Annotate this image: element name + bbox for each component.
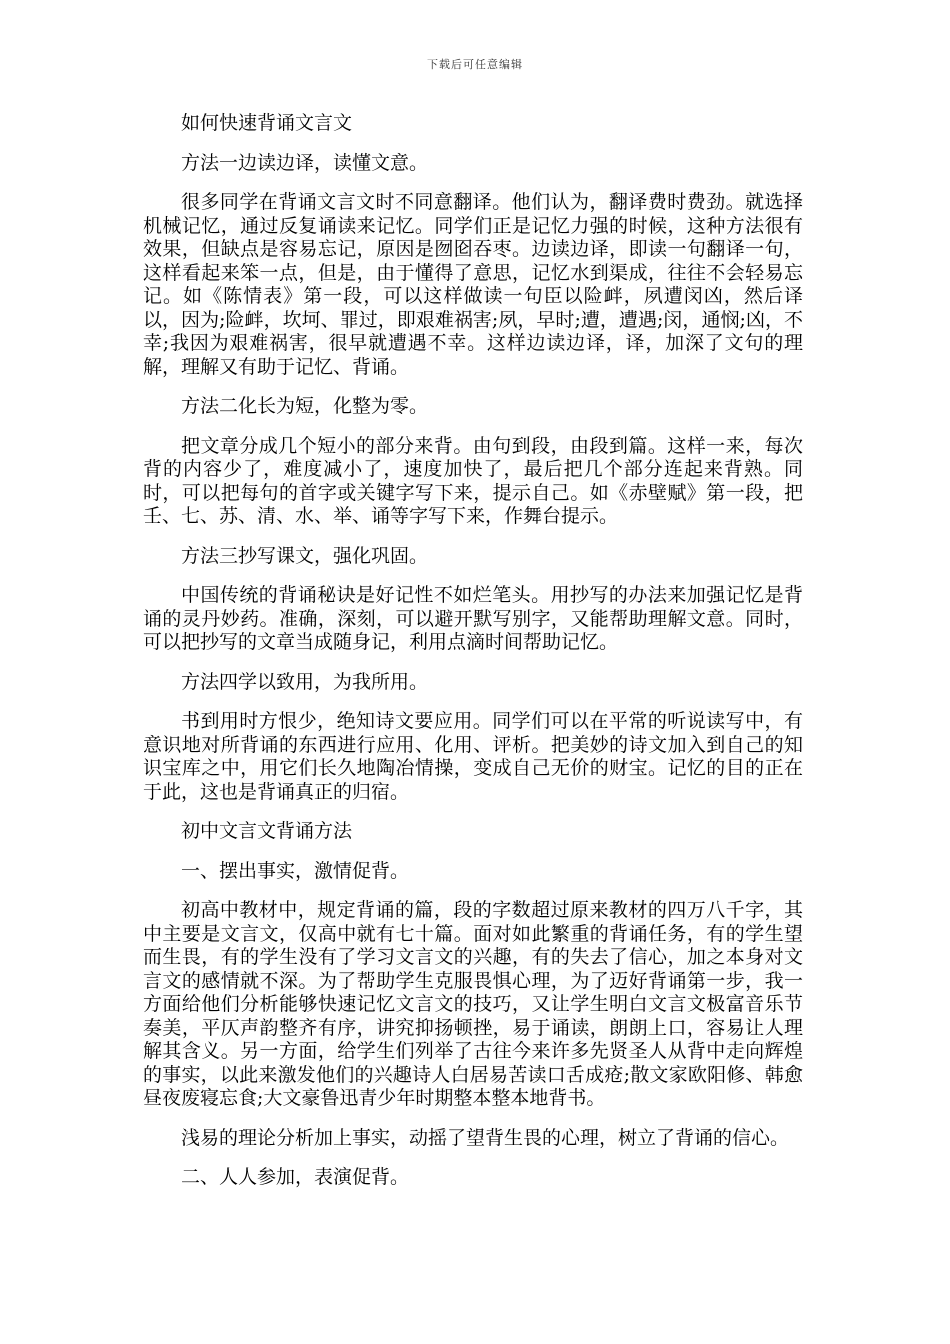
method-one-body: 很多同学在背诵文言文时不同意翻译。他们认为，翻译费时费劲。就选择机械记忆，通过反复诵读来记忆。同学们正是记忆力强的时候，这种方法很有效果，但缺点是容易忘记，原因是囫囵吞枣。边读边译，即读一句翻译一句，这样看起来笨一点，但是，由于懂得了意思，记忆水到渠成，往往不会轻易忘记。如《陈情表》第一段，可以这样做读一句臣以险衅，夙遭闵凶，然后译以，因为;险衅，坎坷、罪过，即艰难祸害;夙，早时;遭，遭遇;闵，通悯;凶，不幸;我因为艰难祸害，很早就遭遇不幸。这样边读边译，译，加深了文句的理解，理解又有助于记忆、背诵。 [143, 191, 803, 378]
method-four-body: 书到用时方恨少，绝知诗文要应用。同学们可以在平常的听说读写中，有意识地对所背诵的东西进行应用、化用、评析。把美妙的诗文加入到自己的知识宝库之中，用它们长久地陶冶情操，变成自己无价的财宝。记忆的目的正在于此，这也是背诵真正的归宿。 [143, 710, 803, 803]
method-two-heading: 方法二化长为短，化整为零。 [181, 395, 429, 417]
method-two-body: 把文章分成几个短小的部分来背。由句到段，由段到篇。这样一来，每次背的内容少了，难度减小了，速度加快了，最后把几个部分连起来背熟。同时，可以把每句的首字或关键字写下来，提示自己。如《赤壁赋》第一段，把壬、七、苏、清、水、举、诵等字写下来，作舞台提示。 [143, 434, 803, 527]
point-two-heading: 二、人人参加，表演促背。 [181, 1166, 410, 1188]
section-title: 初中文言文背诵方法 [181, 820, 353, 842]
method-three-body: 中国传统的背诵秘诀是好记性不如烂笔头。用抄写的办法来加强记忆是背诵的灵丹妙药。准确，深刻，可以避开默写别字，又能帮助理解文意。同时，可以把抄写的文章当成随身记，利用点滴时间帮助记忆。 [143, 584, 803, 653]
method-four-heading: 方法四学以致用，为我所用。 [181, 670, 429, 693]
point-one-body: 初高中教材中，规定背诵的篇，段的字数超过原来教材的四万八千字，其中主要是文言文，仅高中就有七十篇。面对如此繁重的背诵任务，有的学生望而生畏，有的学生没有了学习文言文的兴趣，有的失去了信心，加之本身对文言文的感情就不深。为了帮助学生克服畏惧心理，为了迈好背诵第一步，我一方面给他们分析能够快速记忆文言文的技巧，又让学生明白文言文极富音乐节奏美，平仄声韵整齐有序，讲究抑扬顿挫，易于诵读，朗朗上口，容易让人理解其含义。另一方面，给学生们列举了古往今来许多先贤圣人从背中走向辉煌的事实，以此来激发他们的兴趣诗人白居易苦读口舌成疮;散文家欧阳修、韩愈昼夜废寝忘食;大文豪鲁迅青少年时期整本整本地背书。 [143, 899, 803, 1109]
point-one-conclusion: 浅易的理论分析加上事实，动摇了望背生畏的心理，树立了背诵的信心。 [181, 1126, 790, 1149]
page-header-note: 下载后可任意编辑 [427, 58, 523, 71]
document-body [143, 112, 803, 1206]
title-paragraph: 如何快速背诵文言文 [181, 112, 353, 134]
method-one-heading: 方法一边读边译，读懂文意。 [181, 151, 429, 174]
point-one-heading: 一、摆出事实，激情促背。 [181, 859, 410, 882]
method-three-heading: 方法三抄写课文，强化巩固。 [181, 544, 429, 567]
